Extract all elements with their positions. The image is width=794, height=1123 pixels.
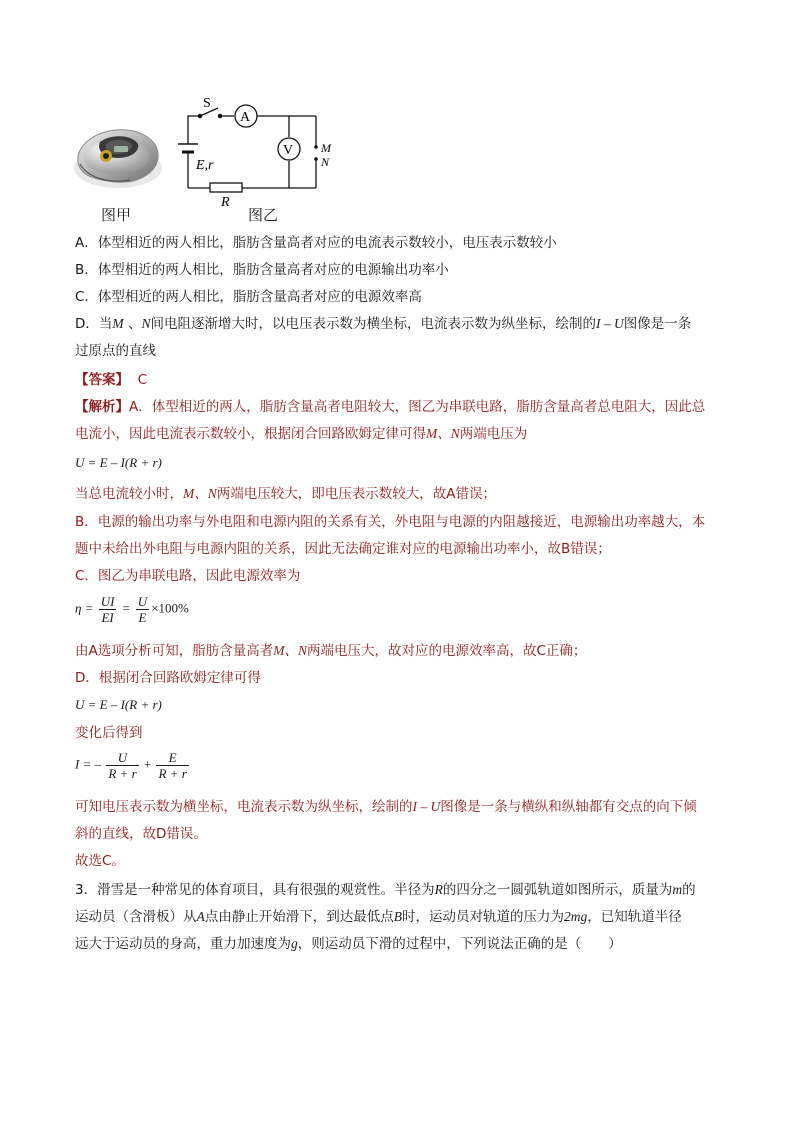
option-a: A．体型相近的两人相比，脂肪含量高者对应的电流表示数较小，电压表示数较小 xyxy=(75,235,557,251)
answer-line xyxy=(75,371,147,389)
analysis-mark: 【解析】 xyxy=(75,399,129,415)
option-d-line1: D．当M 、N间电阻逐渐增大时，以电压表示数为横坐标，电流表示数为纵坐标，绘制的I – U图像是一条 xyxy=(75,316,692,332)
switch-label: S xyxy=(203,96,211,111)
voltmeter-label: V xyxy=(283,143,294,158)
body-fat-meter-image xyxy=(70,118,166,196)
formula-efficiency: η = $\frac{UI}{EI}$ = $\frac{U}{E}$ ×100% xyxy=(75,594,189,625)
analysis-line12: 故选C。 xyxy=(75,853,125,869)
figure-jia-label: 图甲 xyxy=(101,206,132,224)
analysis-line2: 电流小，因此电流表示数较小，根据闭合回路欧姆定律可得M、N两端电压为 xyxy=(75,426,528,442)
figure-yi-label: 图乙 xyxy=(248,206,279,224)
node-m-label: M xyxy=(321,141,331,155)
analysis-line6: C．图乙为串联电路，因此电源效率为 xyxy=(75,568,301,584)
node-n-label: N xyxy=(321,155,330,169)
option-c: C．体型相近的两人相比，脂肪含量高者对应的电源效率高 xyxy=(75,289,422,305)
resistor-box xyxy=(210,183,242,192)
formula-ohm-2: U = E – I(R + r) xyxy=(75,697,162,712)
question3-line1: 3．滑雪是一种常见的体育项目，具有很强的观赏性。半径为R的四分之一圆弧轨道如图所示，质量为m的 xyxy=(75,882,696,898)
source-label: E,r xyxy=(196,158,214,173)
analysis-line8: D．根据闭合回路欧姆定律可得 xyxy=(75,670,261,686)
formula-current: I = – $\frac{U}{R + r}$ + $\frac{E}{R + r}$ xyxy=(75,750,187,781)
option-d-line2: 过原点的直线 xyxy=(75,343,156,359)
analysis-line4: B．电源的输出功率与外电阻和电源内阻的关系有关，外电阻与电源的内阻越接近，电源输出功率越大，本 xyxy=(75,514,706,530)
answer-value: C xyxy=(137,372,148,388)
analysis-line11: 斜的直线，故D错误。 xyxy=(75,826,207,842)
analysis-line3: 当总电流较小时，M、N两端电压较大，即电压表示数较大，故A错误； xyxy=(75,486,496,502)
analysis-line9: 变化后得到 xyxy=(75,725,143,741)
circuit-diagram xyxy=(170,94,350,208)
analysis-line7: 由A选项分析可知，脂肪含量高者M、N两端电压大，故对应的电源效率高，故C正确； xyxy=(75,643,587,659)
analysis-line10: 可知电压表示数为横坐标，电流表示数为纵坐标，绘制的I – U图像是一条与横纵和纵轴都有交点的向下倾 xyxy=(75,799,697,815)
analysis-line5: 题中未给出外电阻与电源内阻的关系，因此无法确定谁对应的电源输出功率小，故B错误； xyxy=(75,541,611,557)
ammeter-label: A xyxy=(240,110,251,125)
option-b: B．体型相近的两人相比，脂肪含量高者对应的电源输出功率小 xyxy=(75,262,449,278)
answer-mark: 【答案】 xyxy=(75,372,129,388)
formula-ohm-1: U = E – I(R + r) xyxy=(75,455,162,470)
resistor-label: R xyxy=(221,195,230,208)
question3-line2: 运动员（含滑板）从A点由静止开始滑下，到达最低点B时，运动员对轨道的压力为2mg，已知轨道半径 xyxy=(75,909,682,925)
analysis-line1: 【解析】A．体型相近的两人，脂肪含量高者电阻较大，图乙为串联电路，脂肪含量高者总电阻大，因此总 xyxy=(75,399,706,415)
question3-line3: 远大于运动员的身高，重力加速度为g，则运动员下滑的过程中，下列说法正确的是（ ） xyxy=(75,936,622,952)
